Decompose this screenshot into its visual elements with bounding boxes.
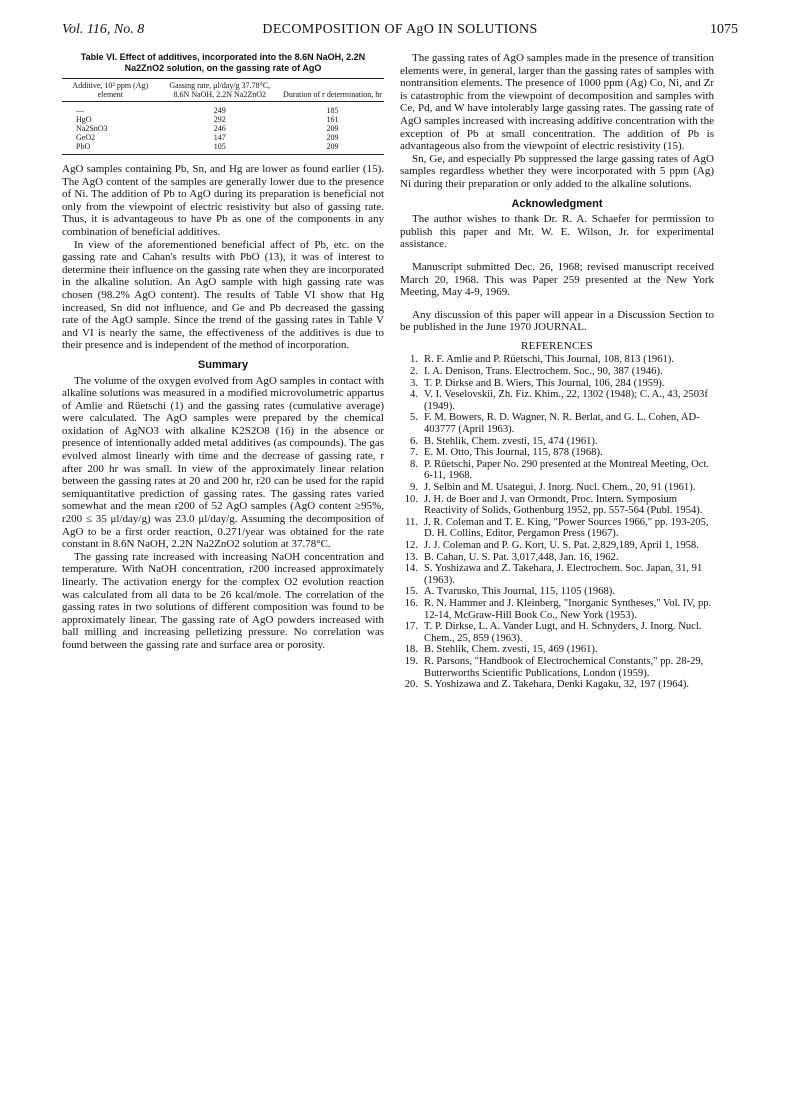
body-paragraph: The gassing rates of AgO samples made in the presence of transition elements were, in general, larger than the gassing rates of samples with nontransition elements. The presence of 1000 ppm (Ag) Co, Ni, and Zr is catastrophic from the viewpoint of decomposition and samples with Ce, Pd, and W have intolerably large gassing rates. The gassing rate of AgO samples increased with increasing additive concentration with the exception of Pb at small concentration. The addition of Pb is advantageous also from the viewpoint of electric resistivity (15). <box>400 52 714 153</box>
table-cell: 292 <box>213 115 226 124</box>
table-caption: Table VI. Effect of additives, incorporated into the 8.6N NaOH, 2.2N Na2ZnO2 solution, on the gassing rate of AgO <box>80 52 366 73</box>
running-header <box>62 22 738 42</box>
reference-text: J. R. Coleman and T. E. King, "Power Sources 1966," pp. 193-205, D. H. Collins, Editor, Pergamon Press (1967). <box>424 516 709 540</box>
reference-number: 12. <box>404 539 418 551</box>
reference-number: 20. <box>404 679 418 691</box>
table-cell: 209 <box>281 142 384 155</box>
reference-number: 1. <box>410 354 418 366</box>
reference-number: 8. <box>410 458 418 470</box>
reference-number: 11. <box>405 516 418 528</box>
reference-item <box>400 389 714 412</box>
reference-item <box>400 459 714 482</box>
column-header-gassing-rate: Gassing rate, μl/day/g 37.78°C, 8.6N NaOH, 2.2N Na2ZnO2 <box>159 79 281 102</box>
reference-number: 6. <box>410 435 418 447</box>
reference-number: 13. <box>404 551 418 563</box>
reference-list <box>400 354 714 690</box>
reference-number: 15. <box>404 586 418 598</box>
reference-text: A. Tvarusko, This Journal, 115, 1105 (1968). <box>424 586 615 598</box>
reference-number: 14. <box>404 563 418 575</box>
reference-item <box>400 644 714 656</box>
reference-item <box>400 354 714 366</box>
reference-text: F. M. Bowers, R. D. Wagner, N. R. Berlat, and G. L. Cohen, AD-403777 (April 1963). <box>424 412 700 436</box>
reference-text: P. Rüetschi, Paper No. 290 presented at the Montreal Meeting, Oct. 6-11, 1968. <box>424 458 710 482</box>
reference-item <box>400 412 714 435</box>
reference-item <box>400 586 714 598</box>
table-cell: 147 <box>213 133 226 142</box>
reference-item <box>400 436 714 448</box>
reference-text: J. J. Coleman and P. G. Kort, U. S. Pat. 2,829,189, April 1, 1958. <box>424 539 699 551</box>
acknowledgment-text: The author wishes to thank Dr. R. A. Schaefer for permission to publish this paper and Mr. W. E. Wilson, Jr. for experimental assistance. <box>400 213 714 251</box>
reference-text: S. Yoshizawa and Z. Takehara, J. Electrochem. Soc. Japan, 31, 91 (1963). <box>424 563 703 586</box>
reference-number: 2. <box>410 366 418 378</box>
reference-text: R. Parsons, "Handbook of Electrochemical Constants," pp. 28-29, Butterworths Scientific Publications, London (1959). <box>424 655 704 679</box>
column-header-duration: Duration of r determination, hr <box>281 79 384 102</box>
body-paragraph: The volume of the oxygen evolved from AgO samples in contact with alkaline solutions was measured in a modified microvolumetric appartus of Amlie and Rüetschi (1) and the gassing rates (cumulative average) were calculated. The AgO samples were prepared by the chemical oxidation of AgNO3 with alkaline K2S2O8 (16) in the absence or presence of intentionally added metal additives (as compounds). The gas evolved almost linearly with time and the decrease of gassing rate, r after 200 hr was small. In view of the approximately linear relation between the gassing rates at 20 and 200 hr, r20 can be used for the rapid semiquantitative prediction of gassing rates. The gassing rates varied somewhat and the mean r200 of 52 AgO samples (AgO content ≥95%, r200 ≤ 35 μl/day/g) was 23.0 μl/day/g. Assuming the decomposition of AgO to be a first order reaction, 0.271/year was obtained for the rate constant in 8.6N NaOH, 2.2N Na2ZnO2 solution at 37.78°C. <box>62 374 384 551</box>
table-row <box>62 124 384 133</box>
table-cell: 105 <box>159 142 281 155</box>
left-column <box>62 52 384 652</box>
running-title: DECOMPOSITION OF AgO IN SOLUTIONS <box>262 22 538 37</box>
table-row <box>62 142 384 155</box>
body-paragraph: Sn, Ge, and especially Pb suppressed the large gassing rates of AgO samples regardless whether they were incorporated with 5 ppm (Ag) Ni during their preparation or only added to the alkaline solutions. <box>400 152 714 190</box>
reference-text: E. M. Otto, This Journal, 115, 878 (1968). <box>424 447 603 459</box>
table-cell: 161 <box>326 115 339 124</box>
reference-item <box>400 621 714 644</box>
section-heading-summary: Summary <box>197 358 249 371</box>
table-cell: 185 <box>326 106 339 115</box>
table-cell: 249 <box>213 106 226 115</box>
table-cell: 209 <box>326 124 339 133</box>
body-paragraph: AgO samples containing Pb, Sn, and Hg are lower as found earlier (15). The AgO content of the samples are generally lower due to the presence of Ni. The addition of Pb to AgO during its preparation is beneficial not only from the viewpoint of electric resistivity but also of gassing rate. Thus, it is advantageous to have Pb as one of the components in any combination of beneficial additives. <box>62 163 384 238</box>
reference-number: 19. <box>404 655 418 667</box>
reference-text: T. P. Dirkse and B. Wiers, This Journal, 106, 284 (1959). <box>424 377 665 389</box>
table-row <box>62 115 384 124</box>
table-cell: 246 <box>213 124 226 133</box>
reference-number: 4. <box>410 389 418 401</box>
reference-text: I. A. Denison, Trans. Electrochem. Soc., 90, 387 (1946). <box>424 366 663 378</box>
reference-item <box>400 366 714 378</box>
reference-text: B. Stehlik, Chem. zvesti, 15, 469 (1961). <box>424 644 598 656</box>
reference-item <box>400 482 714 494</box>
body-paragraph: The gassing rate increased with increasing NaOH concentration and temperature. With NaOH concentration, r200 increased approximately linearly. The activation energy for the complex O2 evolution reaction was calculated from all data to be 26 kcal/mole. The correlation of the gassing rates in two solutions of different composition was found to be approximately linear. The gassing rate of AgO powders increased with ball milling and increasing pelletizing pressure. No correlation was found between the gassing rate and surface area or porosity. <box>62 550 384 651</box>
column-header-additive: Additive, 10³ ppm (Ag) element <box>62 79 159 102</box>
table-cell: 209 <box>326 133 339 142</box>
reference-item <box>400 447 714 459</box>
body-paragraph: In view of the aforementioned beneficial affect of Pb, etc. on the gassing rate and Cahan's results with PbO (13), it was of interest to determine their influence on the gassing rate when they are incorporated in the alkaline solution. An AgO sample with high gassing rate was chosen (98.2% AgO content). The results of Table VI show that Hg increased, Sn did not influence, and Ge and Pb decreased the gassing rate of the AgO sample. Since the trend of the gassing rates in Table V and VI is nearly the same, the effectiveness of the additives is due to their presence and is independent of the method of incorporation. <box>62 238 384 352</box>
table-vi <box>62 78 384 155</box>
right-column <box>400 52 714 691</box>
reference-number: 18. <box>404 644 418 656</box>
reference-number: 16. <box>404 597 418 609</box>
reference-text: J. Selbin and M. Usategui, J. Inorg. Nucl. Chem., 20, 91 (1961). <box>424 482 696 493</box>
table-cell: HgO <box>76 115 92 124</box>
reference-text: B. Stehlik, Chem. zvesti, 15, 474 (1961). <box>424 435 598 447</box>
reference-item <box>400 598 714 621</box>
reference-text: V. I. Veselovskii, Zh. Fiz. Khim., 22, 1302 (1948); C. A., 43, 2503f (1949). <box>424 389 708 412</box>
section-heading-acknowledgment: Acknowledgment <box>511 197 603 210</box>
journal-volume: Vol. 116, No. 8 <box>62 22 145 37</box>
reference-item <box>400 679 714 691</box>
table-row <box>62 133 384 142</box>
table-cell: — <box>76 106 84 115</box>
table-cell: GeO2 <box>76 133 96 142</box>
manuscript-note: Manuscript submitted Dec. 26, 1968; revised manuscript received March 20, 1968. This was Paper 259 presented at the New York Meeting, May 4-9, 1969. <box>400 260 714 299</box>
reference-number: 5. <box>410 412 418 424</box>
reference-number: 3. <box>410 377 418 389</box>
reference-text: R. F. Amlie and P. Rüetschi, This Journal, 108, 813 (1961). <box>424 354 674 366</box>
reference-item <box>400 494 714 517</box>
reference-number: 7. <box>410 447 418 459</box>
reference-text: T. P. Dirkse, L. A. Vander Lugt, and H. Schnyders, J. Inorg. Nucl. Chem., 25, 859 (1963). <box>424 621 702 644</box>
table-cell: Na2SnO3 <box>76 124 108 133</box>
references-heading: REFERENCES <box>520 339 594 352</box>
reference-item <box>400 552 714 564</box>
reference-item <box>400 540 714 552</box>
page-number: 1075 <box>710 22 738 37</box>
reference-number: 10. <box>404 493 418 505</box>
reference-text: B. Cahan, U. S. Pat. 3,017,448, Jan. 16, 1962. <box>424 551 619 563</box>
reference-number: 9. <box>410 482 418 493</box>
table-cell: PbO <box>62 142 159 155</box>
reference-text: J. H. de Boer and J. van Ormondt, Proc. Intern. Symposium Reactivity of Solids, Gothenburg 1952, pp. 557-564 (Publ. 1954). <box>424 493 703 517</box>
reference-item <box>400 656 714 679</box>
reference-item <box>400 517 714 540</box>
discussion-note: Any discussion of this paper will appear in a Discussion Section to be published in the June 1970 JOURNAL. <box>400 308 714 334</box>
reference-number: 17. <box>404 621 418 633</box>
reference-text: S. Yoshizawa and Z. Takehara, Denki Kagaku, 32, 197 (1964). <box>424 679 690 691</box>
reference-item <box>400 378 714 390</box>
table-row <box>62 102 384 116</box>
reference-text: R. N. Hammer and J. Kleinberg, "Inorganic Syntheses," Vol. IV, pp. 12-14, McGraw-Hill Book Co., New York (1953). <box>424 597 712 621</box>
reference-item <box>400 563 714 586</box>
